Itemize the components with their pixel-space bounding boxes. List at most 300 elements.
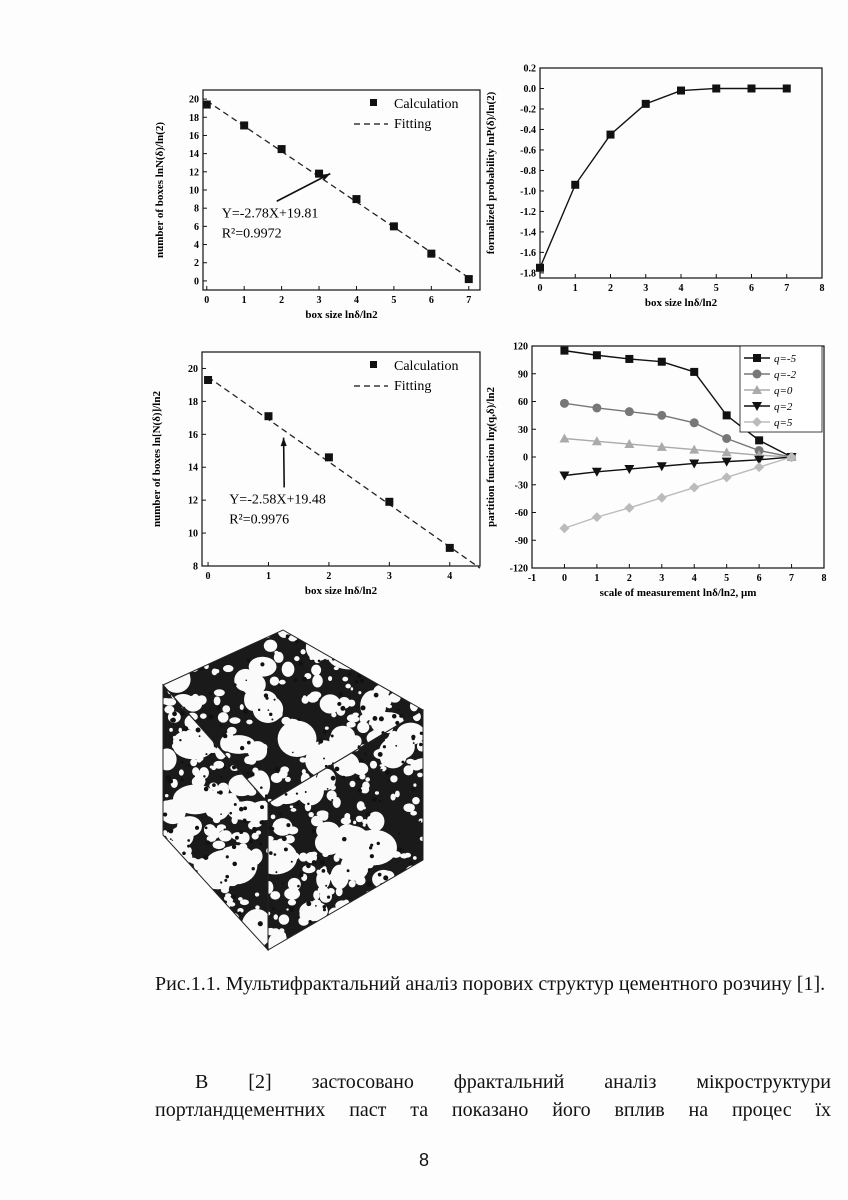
solid-speck	[243, 709, 248, 714]
solid-speck	[392, 653, 395, 656]
pore-region	[180, 787, 193, 799]
pore-region	[348, 911, 352, 915]
solid-speck	[258, 921, 263, 926]
series-point	[754, 462, 764, 472]
x-tick-label: 5	[724, 573, 730, 584]
solid-speck	[374, 693, 379, 698]
solid-speck	[410, 671, 413, 674]
pore-region	[348, 937, 358, 948]
pore-region	[186, 931, 197, 941]
paragraph-word: вплив	[614, 1099, 665, 1121]
pore-region	[214, 696, 221, 705]
solid-speck	[323, 758, 325, 760]
pore-region	[252, 768, 258, 773]
x-tick-label: 4	[447, 571, 453, 582]
y-tick-label: 8	[193, 561, 198, 573]
calculation-point	[385, 498, 393, 506]
calculation-point	[427, 250, 435, 258]
pore-region	[183, 874, 188, 879]
solid-speck	[232, 862, 237, 867]
solid-speck	[209, 714, 214, 719]
solid-speck	[370, 648, 374, 652]
pore-region	[247, 755, 257, 765]
solid-speck	[195, 947, 199, 951]
solid-speck	[394, 882, 396, 884]
x-tick-label: 2	[279, 295, 285, 306]
pore-region	[164, 912, 171, 919]
solid-speck	[182, 932, 184, 934]
solid-speck	[259, 820, 263, 824]
pore-region	[415, 944, 422, 949]
solid-speck	[382, 654, 387, 659]
pore-region	[166, 873, 171, 879]
pore-region	[369, 917, 376, 927]
solid-speck	[172, 711, 177, 716]
pore-region	[184, 696, 202, 712]
solid-speck	[182, 851, 186, 855]
pore-region	[342, 677, 348, 682]
paragraph-word: мікроструктури	[696, 1071, 831, 1093]
solid-speck	[380, 932, 384, 936]
pore-region	[407, 630, 417, 640]
pore-structure-cube-image	[148, 625, 428, 955]
solid-speck	[331, 799, 333, 801]
fitting-line	[208, 377, 480, 568]
paragraph-word: аналіз	[604, 1071, 657, 1093]
solid-speck	[247, 659, 250, 662]
solid-speck	[229, 812, 232, 815]
pore-region	[256, 861, 259, 864]
pore-region	[310, 656, 314, 660]
pore-region	[414, 932, 418, 936]
pore-region	[325, 876, 329, 881]
series-point	[723, 411, 731, 419]
pore-region	[200, 900, 208, 905]
pore-region	[201, 636, 206, 642]
solid-speck	[233, 683, 236, 686]
pore-region	[279, 944, 290, 955]
pore-region	[179, 769, 184, 775]
solid-speck	[184, 667, 188, 671]
y-tick-label: -0.6	[520, 145, 536, 157]
pore-region	[239, 675, 244, 680]
pore-region	[404, 853, 411, 858]
pore-region	[190, 759, 197, 767]
y-tick-label: 4	[194, 240, 199, 252]
pore-region	[368, 645, 377, 652]
pore-region	[274, 652, 284, 663]
x-tick-label: 7	[784, 283, 790, 294]
solid-speck	[318, 857, 320, 859]
solid-speck	[163, 938, 166, 941]
paragraph-word: паст	[349, 1099, 387, 1121]
x-tick-label: 3	[386, 571, 392, 582]
solid-speck	[331, 940, 335, 944]
solid-speck	[312, 829, 316, 833]
solid-speck	[399, 659, 401, 661]
pore-region	[179, 728, 182, 733]
chart-body	[485, 342, 827, 600]
y-axis-label: number of boxes ln[N(δ)]/ln2	[151, 391, 163, 527]
solid-speck	[372, 797, 377, 802]
paragraph-word: фрактальний	[453, 1071, 565, 1093]
calculation-point	[240, 121, 248, 129]
pore-region	[310, 927, 314, 932]
paragraph-line-2	[155, 1098, 831, 1122]
solid-speck	[355, 938, 359, 942]
solid-speck	[358, 745, 360, 747]
solid-speck	[209, 692, 212, 695]
x-tick-label: 4	[353, 295, 359, 306]
pore-region	[285, 777, 291, 782]
solid-speck	[390, 927, 392, 929]
pore-region	[209, 645, 223, 654]
pore-region	[294, 656, 299, 661]
solid-speck	[212, 783, 216, 787]
pore-region	[362, 860, 367, 866]
solid-speck	[178, 858, 182, 862]
solid-speck	[282, 882, 284, 884]
pore-region	[336, 887, 343, 896]
box-counting-chart-1	[150, 80, 480, 330]
solid-speck	[378, 873, 382, 877]
solid-speck	[323, 730, 327, 734]
chart-body	[154, 90, 480, 321]
pore-region	[190, 920, 194, 923]
pore-region	[390, 928, 399, 936]
solid-speck	[179, 863, 184, 868]
pore-region	[264, 640, 277, 652]
solid-speck	[187, 845, 190, 848]
pore-region	[413, 856, 417, 860]
pore-region	[291, 808, 297, 812]
y-tick-label: 120	[513, 341, 528, 353]
solid-speck	[416, 693, 419, 696]
pore-region	[274, 914, 278, 919]
solid-speck	[385, 769, 390, 774]
pore-region	[210, 896, 220, 907]
pore-region	[403, 908, 409, 914]
probability-point	[642, 100, 650, 108]
solid-speck	[204, 787, 209, 792]
pore-region	[157, 631, 172, 644]
y-tick-label: 0.2	[523, 63, 536, 75]
x-tick-label: 6	[749, 283, 754, 294]
solid-speck	[189, 634, 194, 639]
calculation-point	[203, 101, 211, 109]
solid-speck	[317, 929, 319, 931]
y-tick-label: 30	[518, 424, 528, 436]
pore-region	[308, 749, 312, 753]
pore-region	[420, 837, 425, 841]
solid-speck	[312, 860, 317, 865]
pore-region	[158, 748, 177, 770]
solid-speck	[196, 925, 198, 927]
solid-speck	[382, 634, 386, 638]
pore-region	[350, 936, 363, 945]
solid-speck	[331, 735, 334, 738]
legend-label: q=2	[774, 401, 793, 413]
pore-region	[249, 810, 254, 816]
pore-region	[400, 885, 418, 904]
solid-speck	[298, 718, 301, 721]
x-tick-label: 0	[204, 295, 210, 306]
solid-speck	[384, 680, 389, 685]
x-tick-label: 6	[756, 573, 762, 584]
pore-region	[306, 634, 331, 661]
x-tick-label: 1	[594, 573, 600, 584]
solid-speck	[375, 651, 378, 654]
pore-region	[183, 909, 187, 913]
solid-speck	[193, 945, 196, 948]
pore-region	[316, 870, 321, 875]
solid-speck	[203, 856, 205, 858]
solid-speck	[307, 803, 309, 805]
solid-speck	[327, 896, 330, 899]
annotation-arrowhead	[281, 438, 287, 446]
pore-region	[420, 884, 425, 888]
pore-region	[304, 942, 310, 947]
partition-function-chart	[482, 336, 827, 618]
solid-speck	[348, 897, 350, 899]
pore-region	[361, 786, 370, 794]
solid-speck	[346, 937, 351, 942]
solid-speck	[381, 769, 383, 771]
y-tick-label: -1.0	[520, 186, 536, 198]
x-tick-label: 7	[466, 295, 472, 306]
pore-region	[340, 913, 352, 926]
pore-region	[370, 668, 381, 675]
pore-region	[409, 625, 428, 648]
solid-speck	[339, 692, 343, 696]
pore-region	[372, 870, 395, 889]
x-tick-label: 0	[205, 571, 211, 582]
series-point	[690, 418, 699, 427]
solid-speck	[322, 869, 326, 873]
solid-speck	[170, 718, 174, 722]
pore-region	[214, 939, 217, 942]
solid-speck	[323, 908, 326, 911]
x-tick-label: 4	[691, 573, 697, 584]
series-point	[722, 434, 731, 443]
pore-region	[344, 928, 350, 932]
solid-speck	[272, 907, 275, 910]
solid-speck	[302, 677, 307, 682]
legend-label: Calculation	[394, 97, 459, 112]
pore-region	[383, 928, 402, 949]
solid-speck	[232, 845, 236, 849]
pore-region	[222, 705, 230, 712]
solid-speck	[360, 679, 364, 683]
x-tick-label: 3	[659, 573, 665, 584]
y-tick-label: -1.2	[520, 206, 536, 218]
solid-speck	[168, 779, 171, 782]
solid-speck	[337, 702, 341, 706]
solid-speck	[265, 697, 268, 700]
y-tick-label: -60	[514, 508, 528, 519]
paragraph-word: його	[552, 1099, 591, 1121]
solid-speck	[376, 865, 378, 867]
solid-speck	[169, 829, 174, 834]
pore-region	[271, 814, 276, 819]
y-tick-label: 0	[523, 452, 528, 464]
chart-body	[485, 64, 825, 310]
plot-frame	[203, 90, 480, 290]
solid-speck	[318, 739, 323, 744]
solid-speck	[284, 763, 286, 765]
pore-region	[246, 788, 256, 795]
solid-speck	[409, 861, 413, 865]
solid-speck	[180, 778, 184, 782]
solid-speck	[374, 906, 379, 911]
solid-speck	[238, 911, 242, 915]
legend-label: q=5	[774, 417, 793, 429]
solid-speck	[335, 654, 339, 658]
fit-r-squared: R²=0.9976	[229, 512, 290, 528]
pore-region	[227, 727, 237, 735]
pore-region	[217, 825, 222, 832]
series-point	[657, 493, 667, 503]
solid-speck	[297, 885, 300, 888]
series-point	[689, 483, 699, 493]
pore-region	[185, 756, 188, 758]
pore-region	[163, 894, 202, 932]
pore-region	[270, 676, 279, 685]
pore-region	[411, 677, 423, 689]
fit-r-squared: R²=0.9972	[221, 226, 282, 242]
solid-speck	[223, 734, 228, 739]
pore-region	[381, 755, 394, 766]
paragraph-line-1	[195, 1070, 831, 1094]
legend-marker	[370, 361, 377, 368]
pore-region	[182, 890, 186, 895]
pore-region	[178, 640, 191, 653]
pore-region	[334, 731, 343, 743]
pore-region	[221, 934, 225, 938]
solid-speck	[405, 873, 409, 877]
solid-speck	[392, 714, 397, 719]
pore-region	[350, 781, 356, 787]
series-point	[657, 411, 666, 420]
pore-region	[223, 786, 229, 794]
pore-region	[169, 728, 173, 732]
pore-region	[370, 761, 377, 769]
pore-region	[345, 684, 350, 689]
solid-speck	[318, 743, 320, 745]
pore-region	[214, 689, 225, 696]
solid-speck	[245, 679, 247, 681]
x-tick-label: 3	[316, 295, 322, 306]
legend-label: Fitting	[394, 379, 432, 394]
solid-speck	[252, 827, 257, 832]
pore-region	[351, 687, 354, 690]
pore-region	[219, 830, 233, 841]
solid-speck	[243, 818, 247, 822]
figure-caption: Рис.1.1. Мультифрактальний аналіз порових структур цементного розчину [1].	[155, 973, 826, 995]
pore-region	[251, 943, 262, 954]
solid-speck	[275, 735, 277, 737]
pore-region	[333, 876, 341, 882]
solid-speck	[240, 746, 244, 750]
solid-speck	[199, 934, 202, 937]
probability-point	[783, 84, 791, 92]
solid-speck	[210, 754, 212, 756]
pore-region	[359, 916, 367, 924]
pore-region	[391, 936, 396, 941]
probability-point	[677, 87, 685, 95]
solid-speck	[170, 838, 172, 840]
plot-frame	[540, 68, 822, 278]
solid-speck	[195, 826, 199, 830]
pore-region	[412, 659, 424, 672]
legend-marker	[753, 370, 762, 379]
solid-speck	[365, 812, 370, 817]
probability-line	[540, 88, 787, 267]
solid-speck	[265, 794, 268, 797]
pore-region	[394, 636, 402, 643]
pore-region	[384, 908, 398, 926]
y-axis-label: partition function lnχ(q,δ)/ln2	[485, 386, 497, 528]
pore-region	[165, 794, 169, 797]
solid-speck	[282, 836, 287, 841]
series-point	[559, 523, 569, 533]
x-axis-label: scale of measurement lnδ/ln2, μm	[599, 587, 757, 599]
x-axis-label: box size lnδ/ln2	[644, 297, 718, 309]
solid-speck	[398, 832, 400, 834]
pore-region	[301, 649, 306, 654]
pore-region	[301, 793, 309, 801]
solid-speck	[401, 761, 404, 764]
pore-region	[281, 856, 288, 862]
solid-speck	[340, 706, 345, 711]
paragraph-word: застосовано	[311, 1071, 414, 1093]
solid-speck	[357, 924, 360, 927]
solid-speck	[206, 894, 208, 896]
pore-region	[270, 891, 280, 899]
solid-speck	[275, 767, 280, 772]
pore-region	[357, 722, 369, 733]
calculation-point	[325, 453, 333, 461]
solid-speck	[243, 806, 247, 810]
pore-region	[324, 640, 346, 656]
solid-speck	[295, 640, 298, 643]
solid-speck	[182, 890, 184, 892]
solid-speck	[250, 772, 254, 776]
calculation-point	[264, 412, 272, 420]
series-point	[755, 436, 763, 444]
pore-region	[353, 821, 356, 825]
pore-region	[337, 940, 349, 952]
pore-region	[236, 943, 249, 955]
pore-region	[153, 911, 181, 936]
pore-region	[158, 667, 174, 678]
y-tick-label: 16	[188, 429, 198, 441]
solid-speck	[292, 752, 294, 754]
pore-region	[239, 681, 246, 688]
probability-point	[748, 84, 756, 92]
pore-region	[390, 893, 399, 904]
page-number: 8	[418, 1150, 429, 1170]
x-tick-label: 2	[626, 573, 632, 584]
annotation-arrowhead	[321, 174, 330, 181]
paragraph-word: та	[410, 1099, 429, 1121]
solid-speck	[325, 885, 327, 887]
y-tick-label: -0.4	[520, 124, 536, 136]
solid-speck	[205, 641, 208, 644]
series-point	[625, 355, 633, 363]
solid-speck	[182, 939, 186, 943]
pore-region	[164, 649, 171, 655]
